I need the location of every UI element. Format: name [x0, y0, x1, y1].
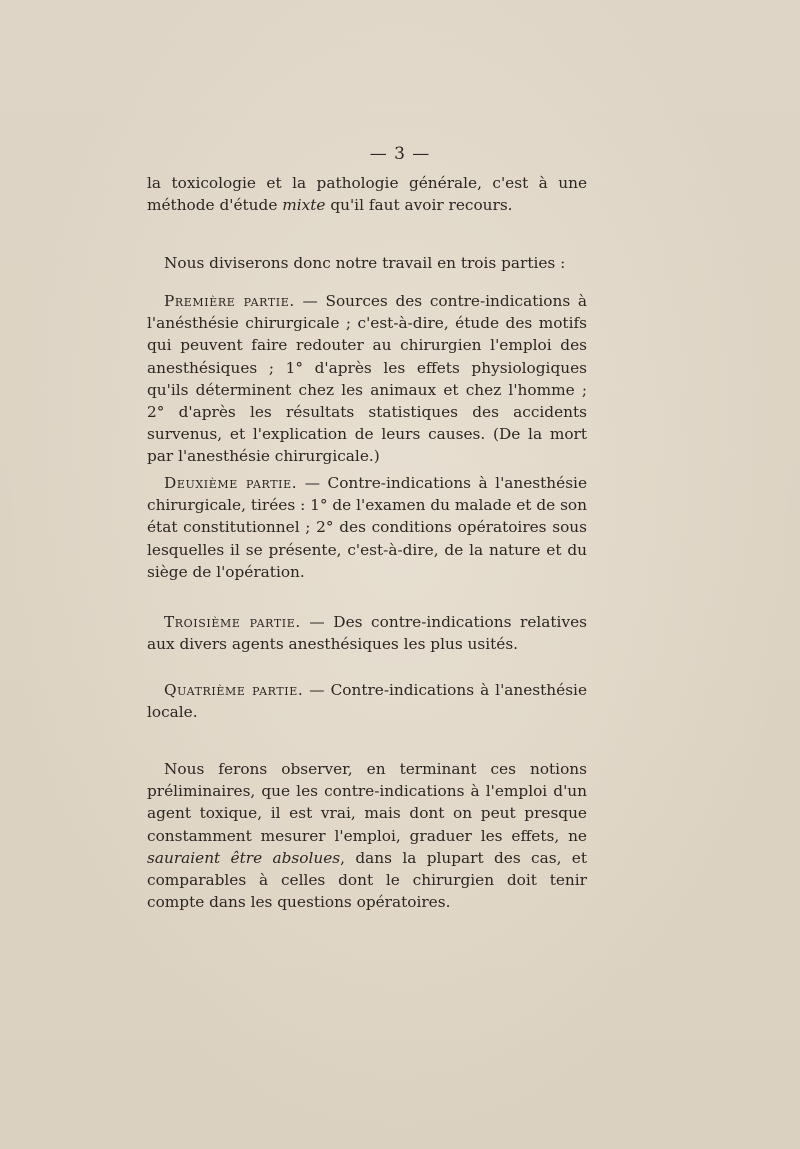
section-fourth-part [147, 679, 587, 723]
p7-text-b: , dans la plupart des cas, et comparables à celles dont le chirurgien doit tenir compte dans les questions opératoires. [147, 848, 588, 912]
p7-text-a: Nous ferons observer, en terminant ces notions préliminaires, que les contre-indications à l'emploi d'un agent toxique, il est vrai, mais dont on peut presque constamment mesurer l'emploi, graduer les effets, ne [147, 760, 587, 845]
page-number: — 3 — [369, 144, 431, 164]
p4-heading: Deuxième partie. [164, 474, 298, 492]
p1-text-b: qu'il faut avoir recours. [325, 196, 513, 215]
p3-heading: Première partie. [164, 292, 295, 310]
section-third-part [147, 611, 587, 655]
p5-text: — Des contre-indications relatives aux divers agents anesthésiques les plus usités. [147, 613, 587, 654]
paragraph-intro-end [147, 172, 587, 216]
p7-emphasis: sauraient être absolues [147, 848, 341, 867]
p2-text: Nous diviserons donc notre travail en trois parties : [164, 254, 566, 272]
section-first-part [147, 290, 587, 468]
p3-text: — Sources des contre-indications à l'anésthésie chirurgicale ; c'est-à-dire, étude des motifs qui peuvent faire redouter au chirurgien l'emploi des anesthésiques ; 1° d'après les effets physiologiques qu'ils déterminent chez les animaux et chez l'homme ; 2° d'après les résultats statistiques des accidents survenus, et l'explication de leurs causes. (De la mort par l'anesthésie chirurgicale.) [147, 292, 587, 466]
p6-text: — Contre-indications à l'anesthésie locale. [147, 681, 587, 722]
section-second-part [147, 472, 587, 583]
p1-text-a: la toxicologie et la pathologie générale, c'est à une méthode d'étude [147, 174, 587, 215]
p1-emphasis: mixte [282, 196, 326, 215]
paragraph-conclusion [147, 758, 587, 913]
p5-heading: Troisième partie. [164, 613, 301, 631]
p6-heading: Quatrième partie. [164, 681, 304, 699]
paragraph-division [147, 252, 587, 274]
p4-text: — Contre-indications à l'anesthésie chirurgicale, tirées : 1° de l'examen du malade et de son état constitutionnel ; 2° des conditions opératoires sous lesquelles il se présente, c'est-à-dire, de la nature et du siège de l'opération. [147, 474, 587, 581]
